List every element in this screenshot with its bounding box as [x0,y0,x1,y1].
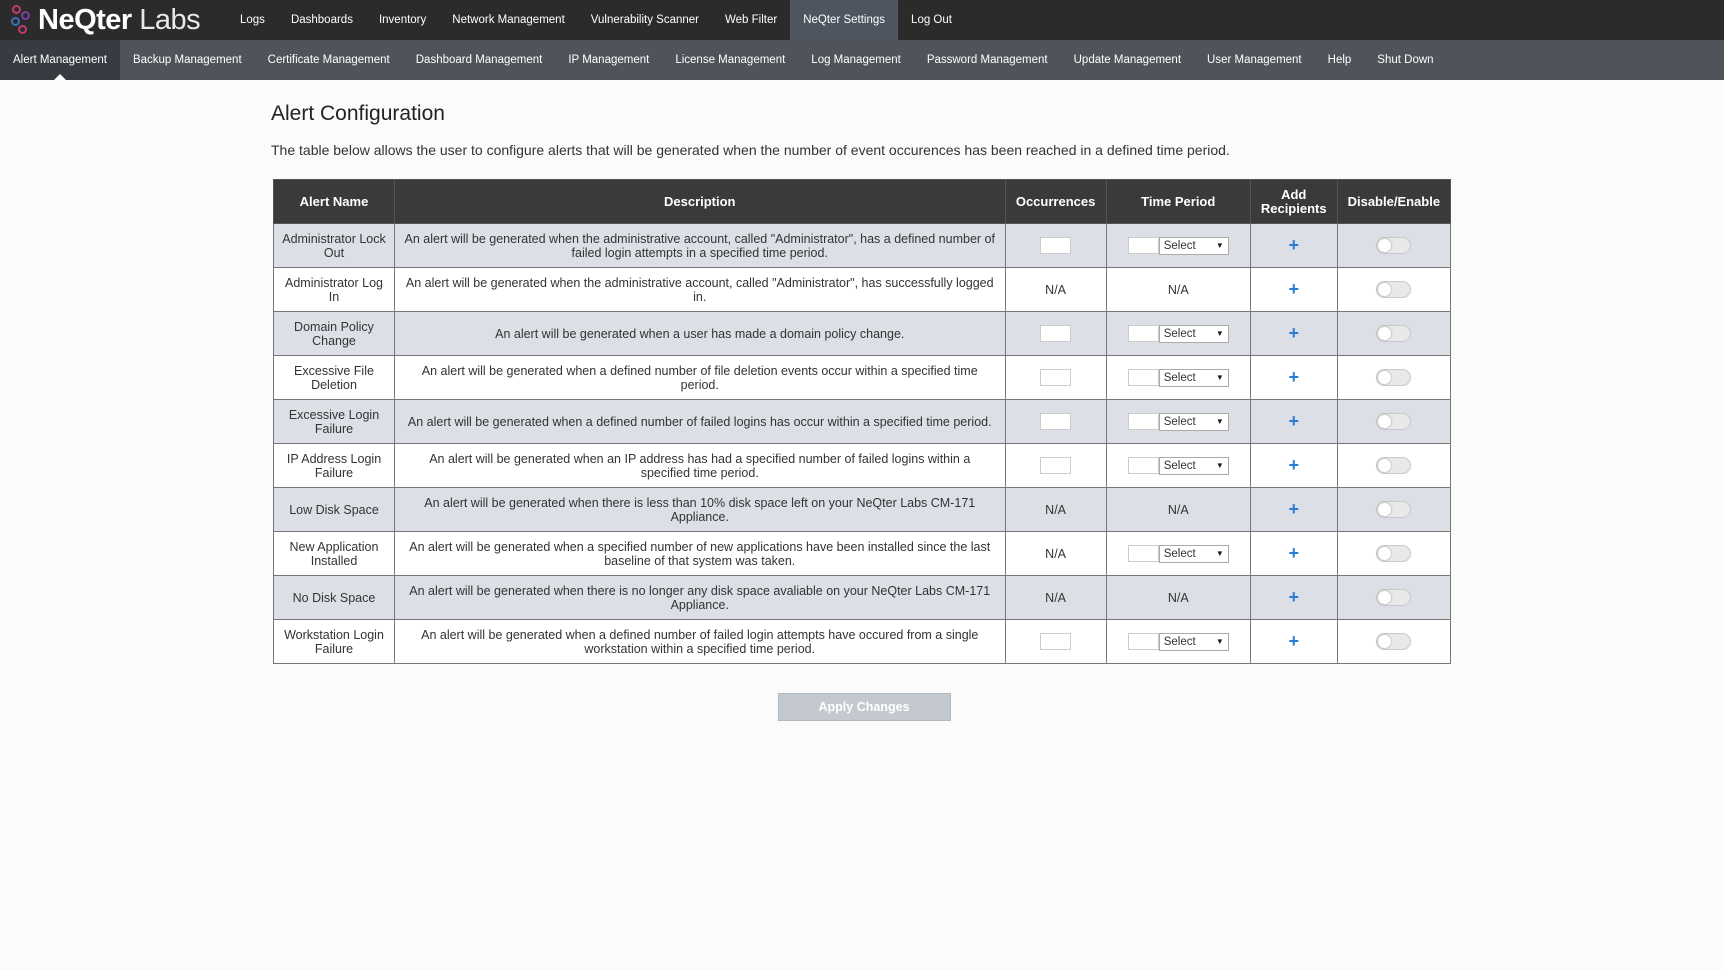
header-occurrences: Occurrences [1005,180,1106,224]
occurrences-na-text: N/A [1045,282,1067,297]
add-recipients-cell [1250,488,1337,532]
time-period-select[interactable]: Select ▼ [1159,237,1229,255]
occurrences-input[interactable] [1040,369,1071,386]
enable-toggle[interactable] [1376,281,1411,298]
occurrences-cell [1005,488,1106,532]
time-period-select[interactable]: Select ▼ [1159,369,1229,387]
add-recipient-plus-icon[interactable]: + [1288,410,1299,431]
occurrences-cell [1005,620,1106,664]
time-period-control [1128,633,1229,651]
table-header-row [274,180,1451,224]
occurrences-cell [1005,444,1106,488]
topnav-item-vulnerability-scanner[interactable]: Vulnerability Scanner [590,14,700,26]
time-period-input[interactable] [1128,457,1159,474]
toggle-cell [1337,576,1450,620]
add-recipient-plus-icon[interactable]: + [1288,366,1299,387]
main-menu [227,0,965,40]
subnav-item-user-management[interactable]: User Management [1207,54,1302,66]
occurrences-cell [1005,576,1106,620]
add-recipient-plus-icon[interactable]: + [1288,234,1299,255]
toggle-cell [1337,312,1450,356]
toggle-cell [1337,620,1450,664]
table-row [274,444,1451,488]
toggle-cell [1337,444,1450,488]
time-period-cell [1106,224,1250,268]
alert-name-cell: Domain Policy Change [274,312,395,356]
top-navigation-bar [0,0,1724,40]
header-alert-name: Alert Name [274,180,395,224]
main-content [271,80,1461,721]
alert-description-cell: An alert will be generated when a defined number of failed login attempts have occured from a single workstation within a specified time period. [395,620,1006,664]
time-period-control [1128,237,1229,255]
enable-toggle[interactable] [1376,501,1411,518]
time-period-control [1128,325,1229,343]
occurrences-na-text: N/A [1045,502,1067,517]
toggle-knob [1378,635,1391,648]
occurrences-na-text: N/A [1045,546,1067,561]
time-period-input[interactable] [1128,413,1159,430]
toggle-cell [1337,400,1450,444]
enable-toggle[interactable] [1376,589,1411,606]
toggle-cell [1337,224,1450,268]
time-period-input[interactable] [1128,369,1159,386]
add-recipients-cell [1250,356,1337,400]
subnav-item-shut-down[interactable]: Shut Down [1377,54,1434,66]
add-recipient-plus-icon[interactable]: + [1288,542,1299,563]
toggle-knob [1378,239,1391,252]
alert-description-cell: An alert will be generated when the administrative account, called "Administrator", has a defined number of failed login attempts in a specified time period. [395,224,1006,268]
subnav-item-ip-management[interactable]: IP Management [568,54,650,66]
occurrences-input[interactable] [1040,413,1071,430]
add-recipients-cell [1250,400,1337,444]
alert-name-cell: Administrator Lock Out [274,224,395,268]
subnav-item-update-management[interactable]: Update Management [1073,54,1182,66]
topnav-item-logs[interactable]: Logs [240,14,265,26]
subnav-item-log-management[interactable]: Log Management [811,54,901,66]
time-period-cell [1106,268,1250,312]
add-recipients-cell [1250,532,1337,576]
subnav-item-password-management[interactable]: Password Management [926,54,1048,66]
add-recipient-plus-icon[interactable]: + [1288,322,1299,343]
alert-description-cell: An alert will be generated when an IP address has had a specified number of failed logins within a specified time period. [395,444,1006,488]
table-row [274,532,1451,576]
add-recipient-plus-icon[interactable]: + [1288,454,1299,475]
time-period-control [1128,457,1229,475]
time-period-input[interactable] [1128,237,1159,254]
time-period-cell [1106,312,1250,356]
time-period-select[interactable]: Select ▼ [1159,457,1229,475]
time-period-select[interactable]: Select ▼ [1159,325,1229,343]
add-recipient-plus-icon[interactable]: + [1288,278,1299,299]
toggle-knob [1378,371,1391,384]
alert-name-cell: Excessive Login Failure [274,400,395,444]
time-period-control [1128,413,1229,431]
toggle-knob [1378,591,1391,604]
alert-name-cell: Workstation Login Failure [274,620,395,664]
time-period-input[interactable] [1128,545,1159,562]
table-row [274,488,1451,532]
header-description: Description [395,180,1006,224]
header-add-recipients: Add Recipients [1250,180,1337,224]
time-period-control [1128,545,1229,563]
table-row [274,224,1451,268]
time-period-control [1128,369,1229,387]
toggle-knob [1378,503,1391,516]
table-row [274,576,1451,620]
time-period-na-text: N/A [1167,590,1189,605]
topnav-item-network-management[interactable]: Network Management [452,14,565,26]
alert-description-cell: An alert will be generated when there is less than 10% disk space left on your NeQter Labs CM-171 Appliance. [395,488,1006,532]
add-recipients-cell [1250,224,1337,268]
table-row [274,400,1451,444]
enable-toggle[interactable] [1376,369,1411,386]
alert-name-cell: New Application Installed [274,532,395,576]
enable-toggle[interactable] [1376,633,1411,650]
topnav-item-inventory[interactable]: Inventory [378,14,427,26]
add-recipients-cell [1250,444,1337,488]
occurrences-na-text: N/A [1045,590,1067,605]
alert-description-cell: An alert will be generated when there is no longer any disk space avaliable on your NeQter Labs CM-171 Appliance. [395,576,1006,620]
subnav-item-dashboard-management[interactable]: Dashboard Management [415,54,543,66]
table-row [274,356,1451,400]
enable-toggle[interactable] [1376,237,1411,254]
page-description: The table below allows the user to configure alerts that will be generated when the number of event occurences has been reached in a defined time period. [271,142,1230,158]
time-period-cell [1106,356,1250,400]
subnav-item-alert-management[interactable]: Alert Management [0,40,120,80]
occurrences-cell [1005,268,1106,312]
topnav-item-dashboards[interactable]: Dashboards [290,14,353,26]
enable-toggle[interactable] [1376,545,1411,562]
enable-toggle[interactable] [1376,325,1411,342]
time-period-cell [1106,620,1250,664]
add-recipient-plus-icon[interactable]: + [1288,498,1299,519]
toggle-cell [1337,488,1450,532]
time-period-na-text: N/A [1167,502,1189,517]
time-period-na-text: N/A [1167,282,1189,297]
brand-logo[interactable] [0,0,227,40]
toggle-cell [1337,532,1450,576]
header-disable-enable: Disable/Enable [1337,180,1450,224]
alert-name-cell: IP Address Login Failure [274,444,395,488]
occurrences-cell [1005,532,1106,576]
apply-changes-button[interactable]: Apply Changes [778,693,951,721]
subnav-item-license-management[interactable]: License Management [675,54,786,66]
occurrences-cell [1005,400,1106,444]
settings-submenu [0,40,1447,80]
occurrences-input[interactable] [1040,633,1071,650]
alert-description-cell: An alert will be generated when a specified number of new applications have been installed since the last baseline of that system was taken. [395,532,1006,576]
logo-icon [10,3,34,37]
add-recipients-cell [1250,620,1337,664]
toggle-knob [1378,327,1391,340]
toggle-knob [1378,547,1391,560]
occurrences-cell [1005,356,1106,400]
table-row [274,620,1451,664]
topnav-item-log-out[interactable]: Log Out [911,14,952,26]
alert-rows [274,224,1451,664]
occurrences-cell [1005,224,1106,268]
time-period-select[interactable]: Select ▼ [1159,633,1229,651]
settings-submenu-bar [0,40,1724,80]
time-period-cell [1106,576,1250,620]
occurrences-input[interactable] [1040,325,1071,342]
add-recipients-cell [1250,576,1337,620]
table-row [274,268,1451,312]
table-row [274,312,1451,356]
subnav-item-certificate-management[interactable]: Certificate Management [267,54,390,66]
alert-description-cell: An alert will be generated when the administrative account, called "Administrator", has successfully logged in. [395,268,1006,312]
alert-configuration-table [273,179,1451,664]
add-recipient-plus-icon[interactable]: + [1288,586,1299,607]
alert-name-cell: No Disk Space [274,576,395,620]
time-period-input[interactable] [1128,325,1159,342]
occurrences-input[interactable] [1040,237,1071,254]
occurrences-input[interactable] [1040,457,1071,474]
header-time-period: Time Period [1106,180,1250,224]
add-recipient-plus-icon[interactable]: + [1288,630,1299,651]
time-period-cell [1106,532,1250,576]
alert-name-cell: Excessive File Deletion [274,356,395,400]
enable-toggle[interactable] [1376,457,1411,474]
brand-name: NeQter Labs [38,3,201,36]
add-recipients-cell [1250,312,1337,356]
enable-toggle[interactable] [1376,413,1411,430]
time-period-cell [1106,488,1250,532]
alert-name-cell: Low Disk Space [274,488,395,532]
topnav-item-neqter-settings[interactable]: NeQter Settings [790,0,898,40]
occurrences-cell [1005,312,1106,356]
alert-description-cell: An alert will be generated when a defined number of failed logins has occur within a specified time period. [395,400,1006,444]
alert-description-cell: An alert will be generated when a defined number of file deletion events occur within a specified time period. [395,356,1006,400]
add-recipients-cell [1250,268,1337,312]
alert-name-cell: Administrator Log In [274,268,395,312]
subnav-item-backup-management[interactable]: Backup Management [132,54,242,66]
toggle-knob [1378,283,1391,296]
time-period-select[interactable]: Select ▼ [1159,413,1229,431]
subnav-item-help[interactable]: Help [1327,54,1352,66]
alert-description-cell: An alert will be generated when a user has made a domain policy change. [395,312,1006,356]
page-title: Alert Configuration [271,102,445,125]
time-period-cell [1106,444,1250,488]
time-period-select[interactable]: Select ▼ [1159,545,1229,563]
toggle-cell [1337,356,1450,400]
toggle-knob [1378,415,1391,428]
topnav-item-web-filter[interactable]: Web Filter [725,14,778,26]
time-period-cell [1106,400,1250,444]
time-period-input[interactable] [1128,633,1159,650]
toggle-cell [1337,268,1450,312]
toggle-knob [1378,459,1391,472]
